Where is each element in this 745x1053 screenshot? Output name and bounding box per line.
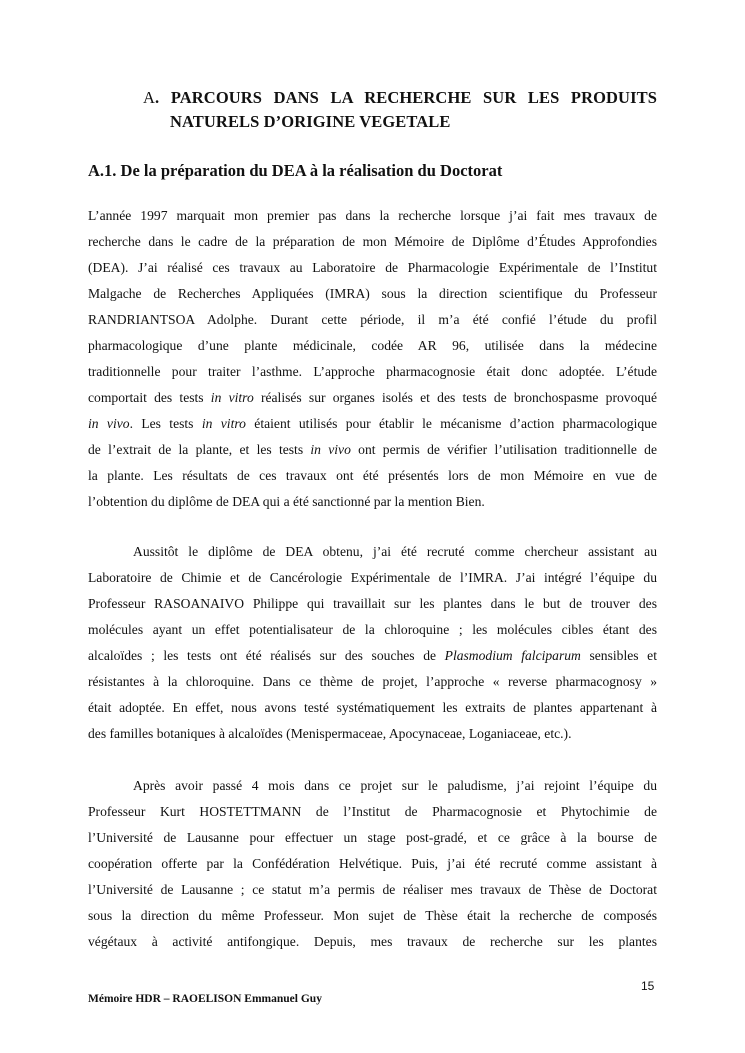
text-segment: étaient utilisés pour établir le mécanisme d’action pharmacologique (245, 416, 657, 431)
italic-text: in vitro (201, 416, 246, 431)
text-line (88, 203, 657, 229)
text-line (88, 411, 657, 437)
text-segment: (DEA). J’ai réalisé ces travaux au Laboratoire de Pharmacologie Expérimentale de l’Institut (88, 260, 657, 275)
paragraph-2 (88, 539, 657, 747)
text-line (88, 617, 657, 643)
text-segment: résistantes à la chloroquine. Dans ce thème de projet, l’approche « reverse pharmacognosy » (88, 674, 657, 689)
text-segment: molécules ayant un effet potentialisateur de la chloroquine ; les molécules cibles étant des (88, 622, 657, 637)
text-segment: l’obtention du diplôme de DEA qui a été sanctionné par la mention Bien. (88, 494, 485, 509)
text-line (88, 929, 657, 955)
text-segment: la plante. Les résultats de ces travaux ont été présentés lors de mon Mémoire en vue de (88, 468, 657, 483)
text-line (88, 591, 657, 617)
text-segment: coopération offerte par la Confédération Helvétique. Puis, j’ai été recruté comme assistant à (88, 856, 657, 871)
section-heading-text: PARCOURS DANS LA RECHERCHE SUR LES PRODUITS (170, 88, 657, 107)
text-line (88, 489, 657, 515)
text-segment: comportait des tests (88, 390, 211, 405)
section-letter-dot: . (155, 88, 160, 107)
text-line (88, 669, 657, 695)
paragraph-3 (88, 773, 657, 955)
text-line (88, 877, 657, 903)
text-segment: Laboratoire de Chimie et de Cancérologie Expérimentale de l’IMRA. J’ai intégré l’équipe du (88, 570, 657, 585)
text-segment: Professeur RASOANAIVO Philippe qui travaillait sur les plantes dans le but de trouver des (88, 596, 657, 611)
italic-text: in vivo (88, 416, 130, 431)
text-line (88, 255, 657, 281)
text-line (88, 333, 657, 359)
text-segment: RANDRIANTSOA Adolphe. Durant cette période, il m’a été confié l’étude du profil (88, 312, 657, 327)
text-segment: l’Université de Lausanne ; ce statut m’a permis de réaliser mes travaux de Thèse de Doctorat (88, 882, 657, 897)
text-line (88, 695, 657, 721)
italic-text: in vivo (310, 442, 351, 457)
subsection-heading: A.1. De la préparation du DEA à la réalisation du Doctorat (88, 161, 503, 180)
text-segment: sous la direction du même Professeur. Mon sujet de Thèse était la recherche de composés (88, 908, 657, 923)
text-segment: des familles botaniques à alcaloïdes (Menispermaceae, Apocynaceae, Loganiaceae, etc.). (88, 726, 572, 741)
text-segment: réalisés sur organes isolés et des tests de bronchospasme provoqué (253, 390, 657, 405)
text-segment: L’année 1997 marquait mon premier pas dans la recherche lorsque j’ai fait mes travaux de (88, 208, 657, 223)
text-segment: . Les tests (129, 416, 202, 431)
text-line (88, 281, 657, 307)
italic-text: in vitro (210, 390, 254, 405)
text-line (88, 903, 657, 929)
text-segment: alcaloïdes ; les tests ont été réalisés sur des souches de (88, 648, 445, 663)
text-line (88, 463, 657, 489)
page-footer: Mémoire HDR – RAOELISON Emmanuel Guy (88, 993, 322, 1005)
text-segment: de l’extrait de la plante, et les tests (88, 442, 311, 457)
text-segment: Aussitôt le diplôme de DEA obtenu, j’ai été recruté comme chercheur assistant au (133, 544, 657, 559)
text-segment: Après avoir passé 4 mois dans ce projet sur le paludisme, j’ai rejoint l’équipe du (133, 778, 657, 793)
text-line (88, 851, 657, 877)
text-segment: pharmacologique d’une plante médicinale, codée AR 96, utilisée dans la médecine (88, 338, 657, 353)
text-line (88, 799, 657, 825)
text-line (88, 773, 657, 799)
text-line (88, 359, 657, 385)
paragraph-1 (88, 203, 657, 515)
italic-text: Plasmodium falciparum (444, 648, 581, 663)
text-segment: l’Université de Lausanne pour effectuer un stage post-gradé, et ce grâce à la bourse de (88, 830, 657, 845)
page-number: 15 (641, 979, 655, 993)
section-letter: A (143, 88, 156, 107)
text-line (88, 643, 657, 669)
section-heading-line-2: NATURELS D’ORIGINE VEGETALE (170, 112, 451, 131)
text-segment: traditionnelle pour traiter l’asthme. L’approche pharmacognosie était donc adoptée. L’étude (88, 364, 657, 379)
text-line (88, 229, 657, 255)
text-segment: ont permis de vérifier l’utilisation traditionnelle de (350, 442, 657, 457)
text-line (88, 825, 657, 851)
text-line (88, 437, 657, 463)
text-segment: recherche dans le cadre de la préparation de mon Mémoire de Diplôme d’Études Approfondies (88, 234, 657, 249)
text-line (88, 307, 657, 333)
section-heading-line-1 (143, 88, 657, 108)
text-line (88, 385, 657, 411)
text-line (88, 539, 657, 565)
text-segment: était adoptée. En effet, nous avons testé systématiquement les extraits de plantes appartenant à (88, 700, 657, 715)
text-segment: Malgache de Recherches Appliquées (IMRA) sous la direction scientifique du Professeur (88, 286, 657, 301)
text-segment: sensibles et (580, 648, 657, 663)
text-line (88, 721, 657, 747)
text-line (88, 565, 657, 591)
text-segment: végétaux à activité antifongique. Depuis, mes travaux de recherche sur les plantes (88, 934, 657, 949)
text-segment: Professeur Kurt HOSTETTMANN de l’Institut de Pharmacognosie et Phytochimie de (88, 804, 657, 819)
